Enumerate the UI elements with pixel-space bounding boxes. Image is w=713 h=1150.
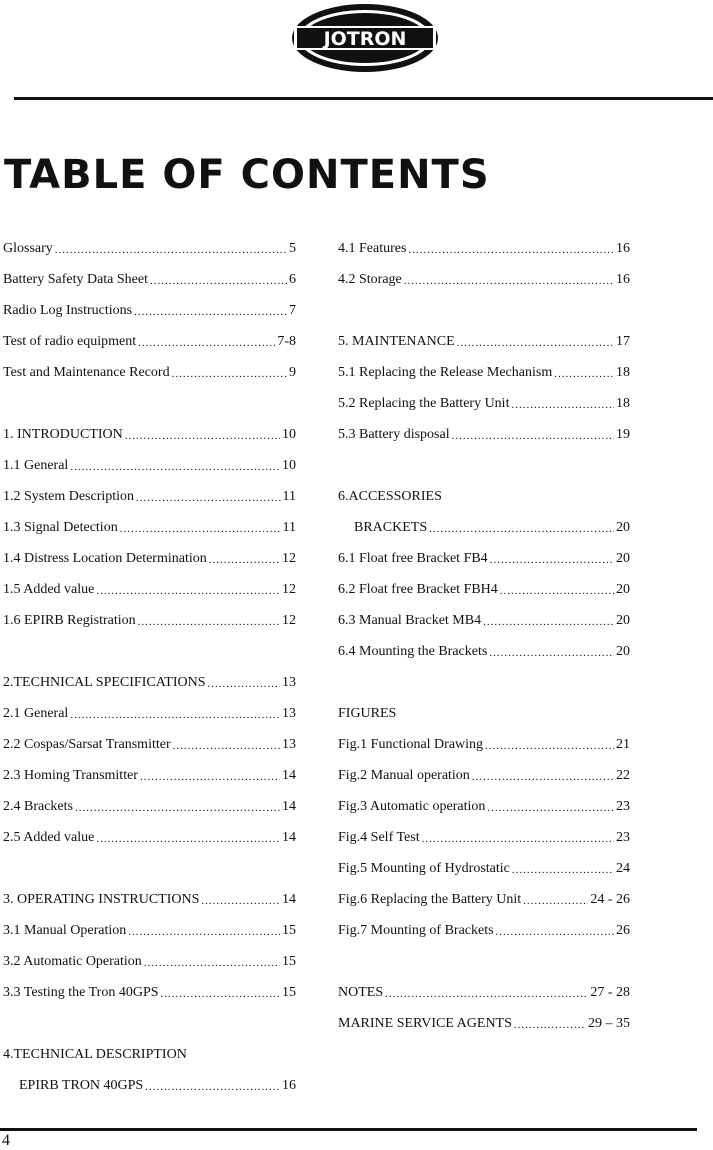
toc-entry-label: 1.5 Added value xyxy=(3,582,95,597)
toc-entry-label: 2.4 Brackets xyxy=(3,799,73,814)
toc-entry-label: 5.3 Battery disposal xyxy=(338,427,450,442)
toc-entry xyxy=(3,660,296,691)
toc-leader-dots xyxy=(511,398,614,412)
toc-leader-dots xyxy=(96,832,280,846)
toc-leader-dots xyxy=(489,646,614,660)
toc-entry-page: 18 xyxy=(616,396,630,411)
toc-entry xyxy=(338,908,630,939)
toc-spacer xyxy=(338,288,630,319)
toc-entry-label: 6.ACCESSORIES xyxy=(338,489,442,504)
toc-entry-page: 24 xyxy=(616,861,630,876)
toc-leader-dots xyxy=(161,987,280,1001)
logo-text: JOTRON xyxy=(323,28,407,50)
toc-spacer xyxy=(3,1001,296,1032)
toc-right-column xyxy=(338,226,630,1032)
toc-entry-page: 14 xyxy=(282,768,296,783)
toc-leader-dots xyxy=(172,367,287,381)
toc-entry-label: 2.1 General xyxy=(3,706,69,721)
toc-entry xyxy=(338,257,630,288)
toc-entry-label: 3. OPERATING INSTRUCTIONS xyxy=(3,892,200,907)
toc-entry xyxy=(338,722,630,753)
toc-leader-dots xyxy=(150,274,287,288)
toc-spacer xyxy=(3,629,296,660)
toc-leader-dots xyxy=(487,801,614,815)
toc-entry-page: 14 xyxy=(282,892,296,907)
toc-entry-label: 6.2 Float free Bracket FBH4 xyxy=(338,582,498,597)
toc-leader-dots xyxy=(404,274,614,288)
toc-leader-dots xyxy=(408,243,614,257)
footer-rule xyxy=(0,1128,697,1131)
toc-entry xyxy=(3,505,296,536)
toc-entry xyxy=(3,536,296,567)
toc-leader-dots xyxy=(75,801,280,815)
toc-leader-dots xyxy=(512,863,614,877)
toc-leader-dots xyxy=(55,243,287,257)
toc-entry-label: 3.1 Manual Operation xyxy=(3,923,127,938)
toc-leader-dots xyxy=(136,491,280,505)
toc-spacer xyxy=(338,939,630,970)
toc-leader-dots xyxy=(138,615,280,629)
logo-graphic xyxy=(290,2,440,74)
toc-entry-page: 13 xyxy=(282,737,296,752)
toc-entry-label: 1.1 General xyxy=(3,458,69,473)
toc-entry-page: 10 xyxy=(282,427,296,442)
toc-entry-label: BRACKETS xyxy=(354,520,428,535)
toc-entry-page: 11 xyxy=(282,520,296,535)
toc-entry-label: Radio Log Instructions xyxy=(3,303,133,318)
toc-entry-label: NOTES xyxy=(338,985,384,1000)
toc-entry xyxy=(338,381,630,412)
toc-entry xyxy=(3,877,296,908)
toc-entry-page: 20 xyxy=(616,644,630,659)
toc-entry-page: 9 xyxy=(289,365,296,380)
toc-entry xyxy=(3,412,296,443)
toc-entry xyxy=(3,784,296,815)
toc-entry xyxy=(3,1032,296,1063)
toc-entry xyxy=(3,908,296,939)
toc-entry-page: 15 xyxy=(282,923,296,938)
toc-entry xyxy=(338,505,630,536)
toc-entry-page: 10 xyxy=(282,458,296,473)
toc-entry-page: 16 xyxy=(616,241,630,256)
toc-leader-dots xyxy=(173,739,280,753)
toc-entry xyxy=(3,939,296,970)
toc-spacer xyxy=(3,846,296,877)
toc-entry xyxy=(338,598,630,629)
toc-entry xyxy=(338,753,630,784)
toc-leader-dots xyxy=(496,925,614,939)
toc-entry-label: 1.4 Distress Location Determination xyxy=(3,551,207,566)
toc-leader-dots xyxy=(472,770,614,784)
header-rule xyxy=(14,97,713,100)
toc-entry-page: 23 xyxy=(616,830,630,845)
toc-entry-page: 15 xyxy=(282,985,296,1000)
toc-entry-page: 7 xyxy=(289,303,296,318)
toc-entry-page: 23 xyxy=(616,799,630,814)
toc-entry-label: 6.4 Mounting the Brackets xyxy=(338,644,488,659)
toc-leader-dots xyxy=(514,1018,586,1032)
toc-leader-dots xyxy=(144,956,280,970)
toc-entry-label: MARINE SERVICE AGENTS xyxy=(338,1016,512,1031)
toc-leader-dots xyxy=(422,832,614,846)
page-number: 4 xyxy=(2,1132,10,1149)
toc-spacer xyxy=(338,660,630,691)
toc-entry xyxy=(3,753,296,784)
toc-entry-label: Fig.4 Self Test xyxy=(338,830,420,845)
toc-leader-dots xyxy=(70,460,280,474)
toc-entry-page: 20 xyxy=(616,520,630,535)
toc-entry xyxy=(3,443,296,474)
toc-entry-page: 19 xyxy=(616,427,630,442)
toc-entry-label: 4.2 Storage xyxy=(338,272,402,287)
toc-entry xyxy=(3,722,296,753)
toc-leader-dots xyxy=(134,305,287,319)
toc-leader-dots xyxy=(483,615,614,629)
toc-entry xyxy=(338,784,630,815)
toc-entry-label: 5. MAINTENANCE xyxy=(338,334,455,349)
toc-leader-dots xyxy=(209,553,280,567)
toc-entry xyxy=(338,412,630,443)
toc-entry xyxy=(338,877,630,908)
toc-entry xyxy=(3,288,296,319)
toc-entry-page: 12 xyxy=(282,613,296,628)
toc-entry-label: 1.6 EPIRB Registration xyxy=(3,613,136,628)
toc-entry xyxy=(3,319,296,350)
toc-entry-page: 11 xyxy=(282,489,296,504)
toc-entry-page: 26 xyxy=(616,923,630,938)
toc-leader-dots xyxy=(208,677,281,691)
toc-entry-page: 20 xyxy=(616,613,630,628)
toc-leader-dots xyxy=(70,708,280,722)
toc-entry-page: 16 xyxy=(616,272,630,287)
toc-entry xyxy=(338,350,630,381)
toc-leader-dots xyxy=(523,894,588,908)
toc-entry xyxy=(338,815,630,846)
toc-entry xyxy=(3,1063,296,1094)
toc-leader-dots xyxy=(485,739,614,753)
toc-entry-label: FIGURES xyxy=(338,706,397,721)
toc-leader-dots xyxy=(554,367,614,381)
toc-entry-page: 21 xyxy=(616,737,630,752)
toc-entry-label: 2.5 Added value xyxy=(3,830,95,845)
toc-entry-label: 3.2 Automatic Operation xyxy=(3,954,142,969)
toc-entry-page: 14 xyxy=(282,799,296,814)
toc-entry xyxy=(338,226,630,257)
toc-entry-label: 5.2 Replacing the Battery Unit xyxy=(338,396,510,411)
toc-entry-page: 20 xyxy=(616,551,630,566)
toc-entry xyxy=(338,474,630,505)
toc-entry-label: 6.3 Manual Bracket MB4 xyxy=(338,613,482,628)
toc-entry-label: 1.2 System Description xyxy=(3,489,135,504)
toc-entry-page: 6 xyxy=(289,272,296,287)
toc-leader-dots xyxy=(128,925,280,939)
toc-entry xyxy=(338,319,630,350)
toc-leader-dots xyxy=(145,1080,280,1094)
toc-entry-label: 2.2 Cospas/Sarsat Transmitter xyxy=(3,737,171,752)
toc-leader-dots xyxy=(120,522,281,536)
toc-left-column xyxy=(3,226,296,1094)
jotron-logo xyxy=(290,2,440,74)
toc-entry xyxy=(338,846,630,877)
toc-leader-dots xyxy=(490,553,614,567)
toc-entry xyxy=(3,226,296,257)
toc-entry-label: 1.3 Signal Detection xyxy=(3,520,118,535)
toc-entry-label: Fig.3 Automatic operation xyxy=(338,799,486,814)
toc-entry-page: 5 xyxy=(289,241,296,256)
toc-entry-page: 22 xyxy=(616,768,630,783)
toc-entry-label: Fig.6 Replacing the Battery Unit xyxy=(338,892,522,907)
toc-entry-label: Test of radio equipment xyxy=(3,334,137,349)
toc-entry-label: 4.TECHNICAL DESCRIPTION xyxy=(3,1047,187,1062)
toc-entry-label: Fig.2 Manual operation xyxy=(338,768,470,783)
toc-entry-page: 27 - 28 xyxy=(590,985,630,1000)
toc-entry-label: Fig.7 Mounting of Brackets xyxy=(338,923,494,938)
toc-leader-dots xyxy=(201,894,280,908)
toc-spacer xyxy=(338,443,630,474)
toc-spacer xyxy=(3,381,296,412)
toc-entry xyxy=(3,598,296,629)
toc-entry-page: 15 xyxy=(282,954,296,969)
toc-entry-page: 14 xyxy=(282,830,296,845)
toc-entry xyxy=(338,629,630,660)
toc-entry xyxy=(3,970,296,1001)
toc-entry-page: 12 xyxy=(282,551,296,566)
toc-entry xyxy=(338,567,630,598)
toc-entry-label: Test and Maintenance Record xyxy=(3,365,170,380)
toc-leader-dots xyxy=(452,429,614,443)
toc-leader-dots xyxy=(138,336,275,350)
toc-entry-page: 24 - 26 xyxy=(590,892,630,907)
toc-entry-label: 2.3 Homing Transmitter xyxy=(3,768,138,783)
toc-leader-dots xyxy=(385,987,588,1001)
toc-entry-label: 5.1 Replacing the Release Mechanism xyxy=(338,365,553,380)
toc-entry-label: 4.1 Features xyxy=(338,241,407,256)
toc-entry-page: 12 xyxy=(282,582,296,597)
toc-entry xyxy=(3,815,296,846)
toc-entry xyxy=(3,691,296,722)
toc-entry-page: 13 xyxy=(282,675,296,690)
toc-entry-page: 20 xyxy=(616,582,630,597)
toc-entry-page: 17 xyxy=(616,334,630,349)
toc-leader-dots xyxy=(429,522,614,536)
toc-leader-dots xyxy=(457,336,614,350)
toc-leader-dots xyxy=(140,770,280,784)
toc-entry xyxy=(3,257,296,288)
toc-entry-page: 16 xyxy=(282,1078,296,1093)
toc-entry-label: EPIRB TRON 40GPS xyxy=(19,1078,144,1093)
toc-entry-label: Glossary xyxy=(3,241,53,256)
toc-entry xyxy=(3,474,296,505)
toc-entry-label: Battery Safety Data Sheet xyxy=(3,272,149,287)
toc-entry xyxy=(3,350,296,381)
toc-entry-label: 3.3 Testing the Tron 40GPS xyxy=(3,985,159,1000)
toc-entry-label: 2.TECHNICAL SPECIFICATIONS xyxy=(3,675,206,690)
toc-entry-page: 13 xyxy=(282,706,296,721)
toc-leader-dots xyxy=(125,429,280,443)
toc-entry xyxy=(338,1001,630,1032)
toc-leader-dots xyxy=(96,584,280,598)
toc-entry xyxy=(338,536,630,567)
page-title: TABLE OF CONTENTS xyxy=(4,152,490,198)
toc-entry-label: Fig.5 Mounting of Hydrostatic xyxy=(338,861,510,876)
toc-entry-label: Fig.1 Functional Drawing xyxy=(338,737,484,752)
toc-entry-label: 6.1 Float free Bracket FB4 xyxy=(338,551,488,566)
toc-leader-dots xyxy=(500,584,614,598)
toc-entry xyxy=(3,567,296,598)
toc-entry-label: 1. INTRODUCTION xyxy=(3,427,123,442)
toc-entry xyxy=(338,691,630,722)
toc-entry xyxy=(338,970,630,1001)
toc-entry-page: 29 – 35 xyxy=(588,1016,630,1031)
toc-entry-page: 7-8 xyxy=(277,334,296,349)
toc-entry-page: 18 xyxy=(616,365,630,380)
